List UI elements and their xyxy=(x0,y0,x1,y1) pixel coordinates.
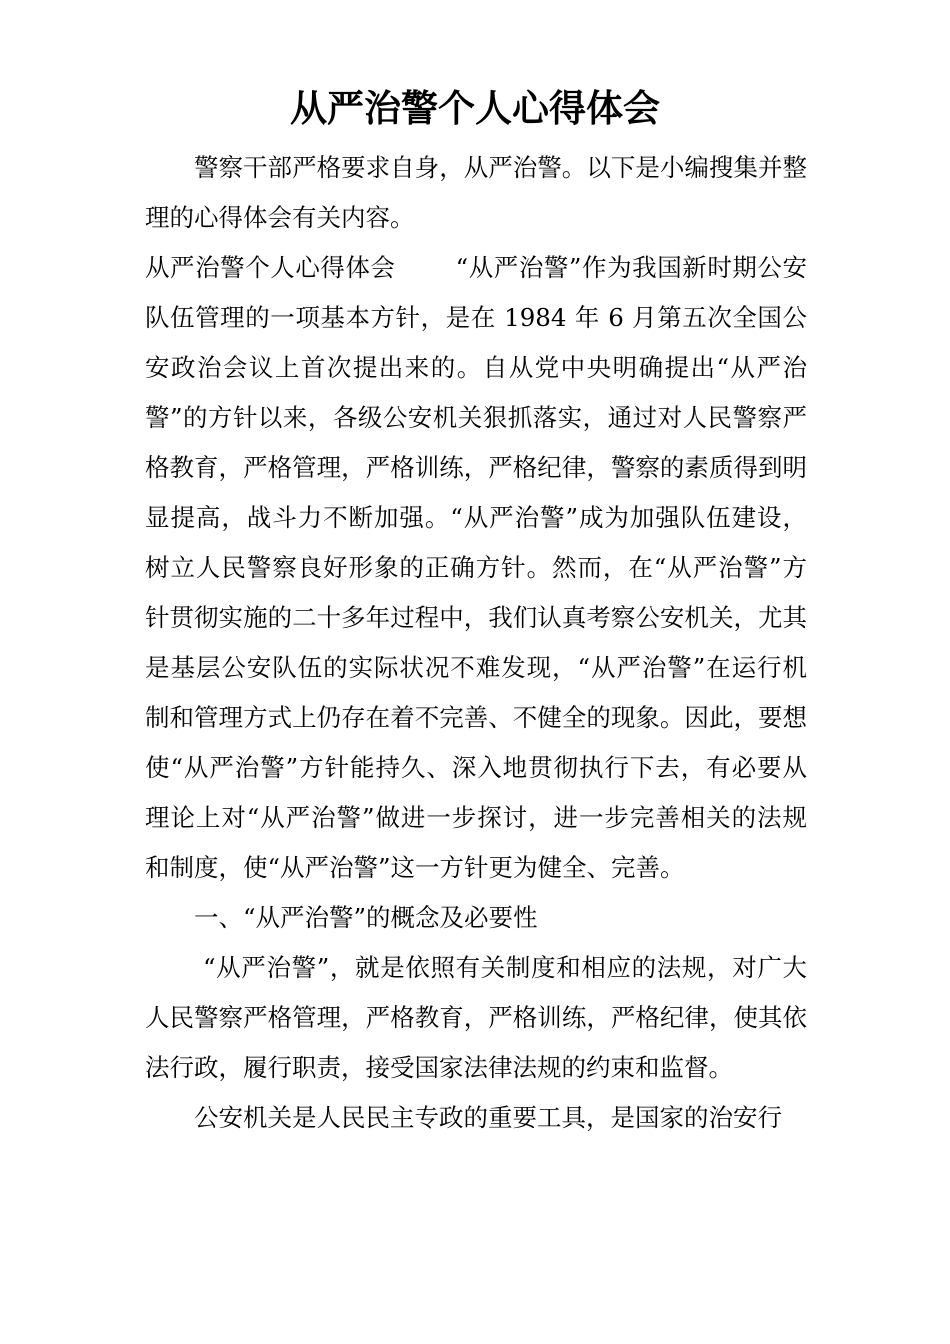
paragraph-3: 公安机关是人民民主专政的重要工具，是国家的治安行 xyxy=(194,1103,782,1132)
intro-paragraph: 警察干部严格要求自身，从严治警。以下是小编搜集并整理的心得体会有关内容。 xyxy=(145,153,807,232)
paragraph-1-text: “从严治警”作为我国新时期公安队伍管理的一项基本方针，是在 1984 年 6 月第五次全国公安政治会议上首次提出来的。自从党中央明确提出“从严治警”的方针以来，各级公安机关狠抓落实，通过对人民警察严格教育，严格管理，严格训练，严格纪律，警察的素质得到明显提高，战斗力不断加强。“从严治警”成为加强队伍建设，树立人民警察良好形象的正确方针。然而，在“从严治警”方针贯彻实施的二十多年过程中，我们认真考察公安机关，尤其是基层公安队伍的实际状况不难发现，“从严治警”在运行机制和管理方式上仍存在着不完善、不健全的现象。因此，要想使“从严治警”方针能持久、深入地贯彻执行下去，有必要从理论上对“从严治警”做进一步探讨，进一步完善相关的法规和制度，使“从严治警”这一方针更为健全、完善。 xyxy=(145,253,807,882)
paragraph-2: “从严治警”，就是依照有关制度和相应的法规，对广大人民警察严格管理，严格教育，严格训练，严格纪律，使其依法行政，履行职责，接受国家法律法规的约束和监督。 xyxy=(145,953,807,1082)
paragraph-1 xyxy=(145,243,807,893)
inline-section-heading: 从严治警个人心得体会 xyxy=(145,253,396,282)
document-title: 从严治警个人心得体会 xyxy=(290,86,660,130)
document-body xyxy=(145,143,807,1143)
section-heading-1: 一、“从严治警”的概念及必要性 xyxy=(194,903,538,932)
